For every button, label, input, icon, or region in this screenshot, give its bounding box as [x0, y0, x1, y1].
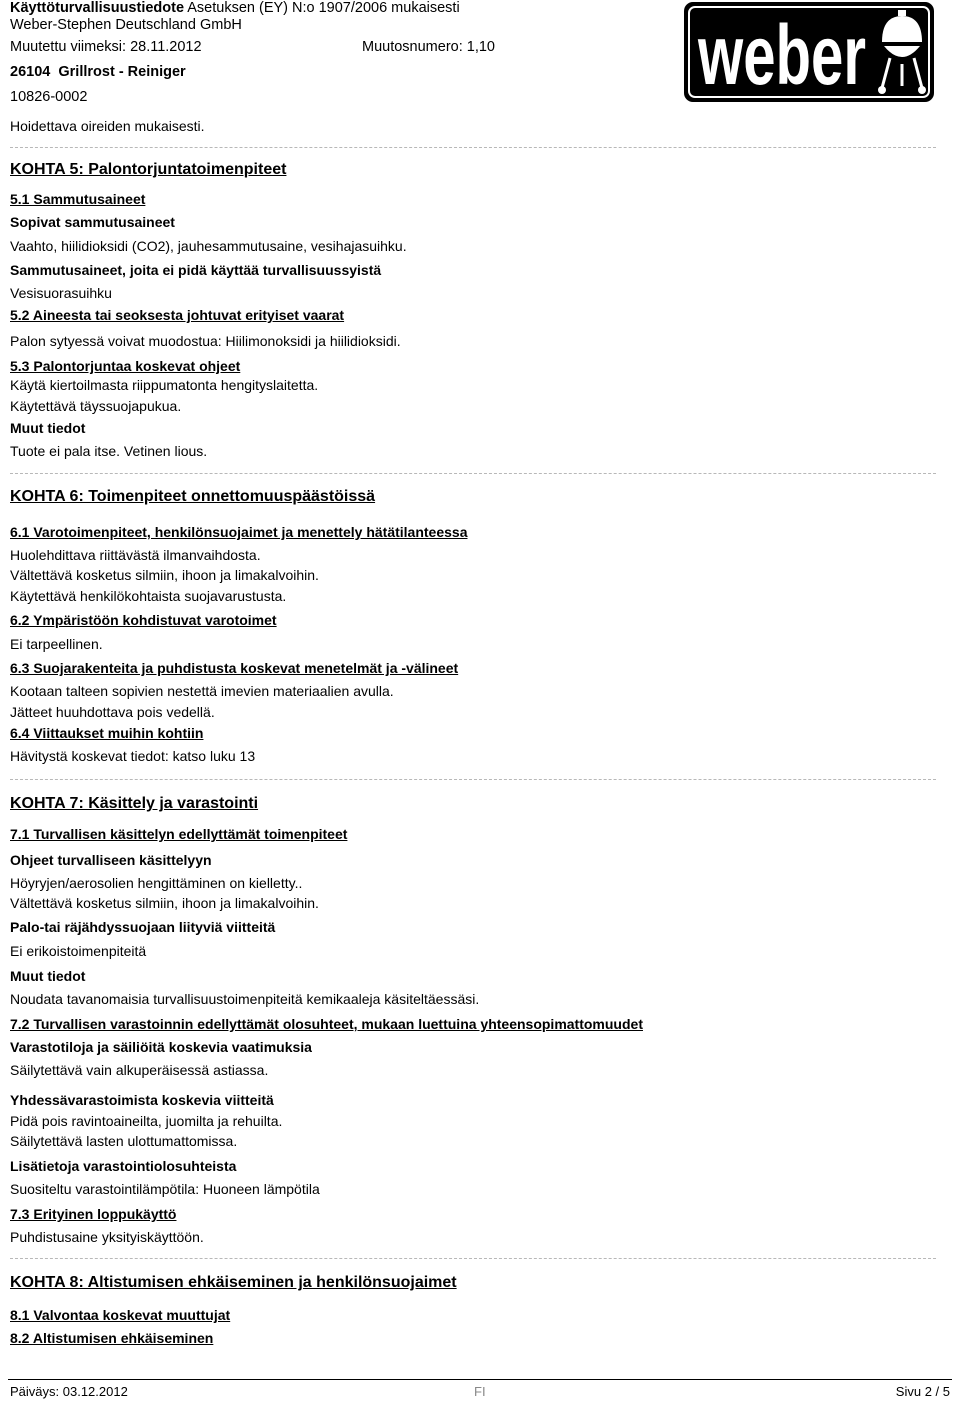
section-5-title: KOHTA 5: Palontorjuntatoimenpiteet	[10, 161, 287, 178]
subsection-6-1: 6.1 Varotoimenpiteet, henkilönsuojaimet ja menettely hätätilanteessa	[10, 524, 468, 540]
section-divider	[10, 473, 936, 474]
storage-extra-label: Lisätietoja varastointiolosuhteista	[10, 1158, 237, 1174]
storage-requirements-label: Varastotiloja ja säiliöitä koskevia vaatimuksia	[10, 1039, 312, 1055]
product-identifier: 26104 Grillrost - Reiniger	[10, 64, 186, 80]
subsection-5-1: 5.1 Sammutusaineet	[10, 191, 146, 207]
common-storage-text-1: Pidä pois ravintoaineilta, juomilta ja rehuilta.	[10, 1113, 283, 1129]
subsection-6-2-text: Ei tarpeellinen.	[10, 636, 103, 652]
intro-text: Hoidettava oireiden mukaisesti.	[10, 118, 205, 134]
fire-protection-label: Palo-tai räjähdyssuojaan liityviä viitteitä	[10, 919, 276, 935]
footer-page-number: Sivu 2 / 5	[895, 1384, 950, 1399]
subsection-6-4: 6.4 Viittaukset muihin kohtiin	[10, 725, 204, 741]
subsection-8-2: 8.2 Altistumisen ehkäiseminen	[10, 1330, 214, 1346]
other-info-label: Muut tiedot	[10, 420, 86, 436]
subsection-5-2-text: Palon sytyessä voivat muodostua: Hiilimonoksidi ja hiilidioksidi.	[10, 333, 401, 349]
subsection-6-3-text-1: Kootaan talteen sopivien nestettä imevien materiaalien avulla.	[10, 683, 394, 699]
common-storage-label: Yhdessävarastoimista koskevia viitteitä	[10, 1092, 274, 1108]
subsection-5-2: 5.2 Aineesta tai seoksesta johtuvat erityiset vaarat	[10, 307, 345, 323]
section-6-title: KOHTA 6: Toimenpiteet onnettomuuspäästöissä	[10, 488, 376, 505]
subsection-6-1-text-2: Vältettävä kosketus silmiin, ihoon ja limakalvoihin.	[10, 567, 319, 583]
subsection-6-3-text-2: Jätteet huuhdottava pois vedellä.	[10, 704, 215, 720]
unsuitable-extinguishers-text: Vesisuorasuihku	[10, 285, 112, 301]
weber-logo	[684, 2, 934, 102]
section-7-title: KOHTA 7: Käsittely ja varastointi	[10, 795, 259, 812]
storage-extra-text: Suositeltu varastointilämpötila: Huoneen lämpötila	[10, 1181, 320, 1197]
other-info-text-7: Noudata tavanomaisia turvallisuustoimenpiteitä kemikaaleja käsiteltäessäsi.	[10, 991, 480, 1007]
revision-date: Muutettu viimeksi: 28.11.2012	[10, 39, 202, 55]
article-number: 10826-0002	[10, 89, 88, 105]
other-info-label-7: Muut tiedot	[10, 968, 86, 984]
subsection-5-3-text-2: Käytettävä täyssuojapukua.	[10, 398, 182, 414]
safe-handling-text-2: Vältettävä kosketus silmiin, ihoon ja limakalvoihin.	[10, 895, 319, 911]
suitable-extinguishers-text: Vaahto, hiilidioksidi (CO2), jauhesammutusaine, vesihajasuihku.	[10, 238, 407, 254]
storage-requirements-text: Säilytettävä vain alkuperäisessä astiassa.	[10, 1062, 269, 1078]
subsection-6-2: 6.2 Ympäristöön kohdistuvat varotoimet	[10, 612, 277, 628]
subsection-6-3: 6.3 Suojarakenteita ja puhdistusta koskevat menetelmät ja -välineet	[10, 660, 459, 676]
suitable-extinguishers-label: Sopivat sammutusaineet	[10, 214, 175, 230]
safe-handling-label: Ohjeet turvalliseen käsittelyyn	[10, 852, 212, 868]
subsection-7-1: 7.1 Turvallisen käsittelyn edellyttämät toimenpiteet	[10, 826, 348, 842]
footer-date: Päiväys: 03.12.2012	[10, 1384, 128, 1399]
subsection-7-3-text: Puhdistusaine yksityiskäyttöön.	[10, 1229, 204, 1245]
subsection-5-3-text-1: Käytä kiertoilmasta riippumatonta hengityslaitetta.	[10, 377, 319, 393]
subsection-7-2: 7.2 Turvallisen varastoinnin edellyttämät olosuhteet, mukaan luettuina yhteensopimattomuudet	[10, 1016, 643, 1032]
subsection-6-1-text-3: Käytettävä henkilökohtaista suojavarustusta.	[10, 588, 287, 604]
section-divider	[10, 1258, 936, 1259]
footer-divider	[8, 1379, 952, 1380]
subsection-7-3: 7.3 Erityinen loppukäyttö	[10, 1206, 177, 1222]
safe-handling-text-1: Höyryjen/aerosolien hengittäminen on kielletty..	[10, 875, 303, 891]
subsection-8-1: 8.1 Valvontaa koskevat muuttujat	[10, 1307, 231, 1323]
document-title: Käyttöturvallisuustiedote Asetuksen (EY) N:o 1907/2006 mukaisesti	[10, 0, 460, 16]
subsection-6-1-text-1: Huolehdittava riittävästä ilmanvaihdosta.	[10, 547, 261, 563]
section-divider	[10, 147, 936, 148]
fire-protection-text: Ei erikoistoimenpiteitä	[10, 943, 147, 959]
weber-logo-graphic	[684, 2, 934, 102]
footer-language: FI	[474, 1384, 486, 1399]
other-info-text: Tuote ei pala itse. Vetinen lious.	[10, 443, 208, 459]
subsection-6-4-text: Hävitystä koskevat tiedot: katso luku 13	[10, 748, 256, 764]
logo-wordmark: weber	[697, 8, 866, 102]
section-divider	[10, 779, 936, 780]
company-name: Weber-Stephen Deutschland GmbH	[10, 17, 242, 33]
revision-number: Muutosnumero: 1,10	[362, 39, 495, 55]
section-8-title: KOHTA 8: Altistumisen ehkäiseminen ja henkilönsuojaimet	[10, 1274, 457, 1291]
unsuitable-extinguishers-label: Sammutusaineet, joita ei pidä käyttää turvallisuussyistä	[10, 262, 382, 278]
subsection-5-3: 5.3 Palontorjuntaa koskevat ohjeet	[10, 358, 241, 374]
common-storage-text-2: Säilytettävä lasten ulottumattomissa.	[10, 1133, 238, 1149]
